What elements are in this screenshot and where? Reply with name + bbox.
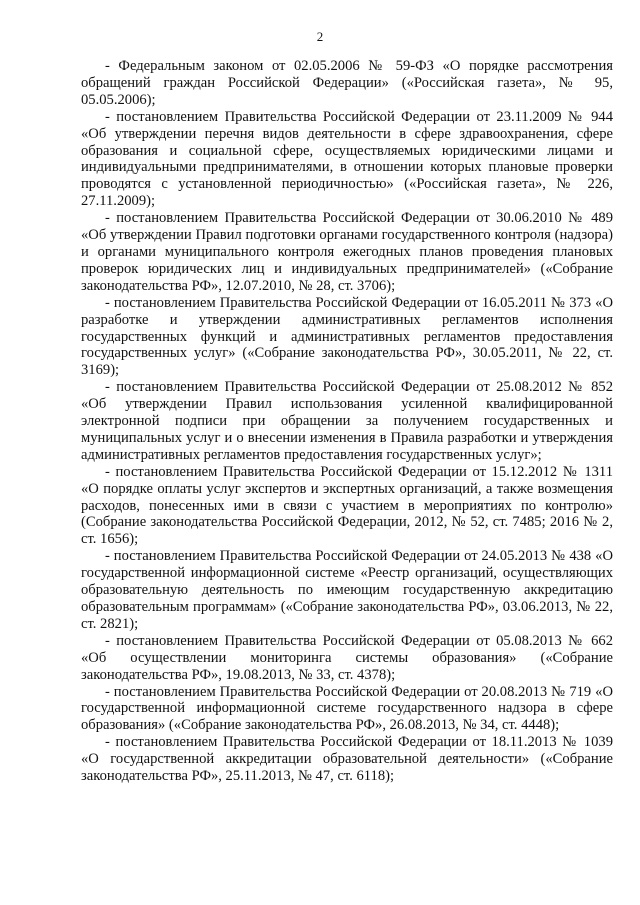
list-item: - постановлением Правительства Российской Федерации от 30.06.2010 № 489 «Об утверждении Правил подготовки органами государственного контроля (надзора) и органами муниципального контроля ежегодных планов проведения плановых проверок юридических лиц и индивидуальных предпринимателей» («Собрание законодательства РФ», 12.07.2010, № 28, ст. 3706); [81, 210, 613, 294]
list-item: - постановлением Правительства Российской Федерации от 25.08.2012 № 852 «Об утверждении Правил использования усиленной квалифицированной электронной подписи при обращении за получением государственных и муниципальных услуг и о внесении изменения в Правила разработки и утверждения административных регламентов предоставления государственных услуг»; [81, 379, 613, 463]
page-number: 2 [316, 29, 324, 44]
list-item: - постановлением Правительства Российской Федерации от 23.11.2009 № 944 «Об утверждении перечня видов деятельности в сфере здравоохранения, сфере образования и социальной сфере, осуществляемых юридическими лицами и индивидуальными предпринимателями, в отношении которых плановые проверки проводятся с установленной периодичностью» («Российская газета», № 226, 27.11.2009); [81, 108, 613, 210]
legal-basis-list [81, 58, 613, 785]
list-item: - постановлением Правительства Российской Федерации от 18.11.2013 № 1039 «О государственной аккредитации образовательной деятельности» («Собрание законодательства РФ», 25.11.2013, № 47, ст. 6118); [81, 734, 613, 785]
list-item: - постановлением Правительства Российской Федерации от 16.05.2011 № 373 «О разработке и утверждении административных регламентов исполнения государственных функций и административных регламентов предоставления государственных услуг» («Собрание законодательства РФ», 30.05.2011, № 22, ст. 3169); [81, 294, 613, 379]
list-item: - постановлением Правительства Российской Федерации от 15.12.2012 № 1311 «О порядке оплаты услуг экспертов и экспертных организаций, а также возмещения расходов, понесенных ими в связи с участием в мероприятиях по контролю» (Собрание законодательства Российской Федерации, 2012, № 52, ст. 7485; 2016 № 2, ст. 1656); [81, 463, 613, 548]
list-item: - постановлением Правительства Российской Федерации от 24.05.2013 № 438 «О государственной информационной системе «Реестр организаций, осуществляющих образовательную деятельность по имеющим государственную аккредитацию образовательным программам» («Собрание законодательства РФ», 03.06.2013, № 22, ст. 2821); [81, 548, 613, 632]
list-item: - постановлением Правительства Российской Федерации от 20.08.2013 № 719 «О государственной информационной системе государственного надзора в сфере образования» («Собрание законодательства РФ», 26.08.2013, № 34, ст. 4448); [81, 683, 613, 734]
list-item: - Федеральным законом от 02.05.2006 № 59-ФЗ «О порядке рассмотрения обращений граждан Российской Федерации» («Российская газета», № 95, 05.05.2006); [81, 58, 613, 108]
list-item: - постановлением Правительства Российской Федерации от 05.08.2013 № 662 «Об осуществлении мониторинга системы образования» («Собрание законодательства РФ», 19.08.2013, № 33, ст. 4378); [81, 632, 613, 683]
